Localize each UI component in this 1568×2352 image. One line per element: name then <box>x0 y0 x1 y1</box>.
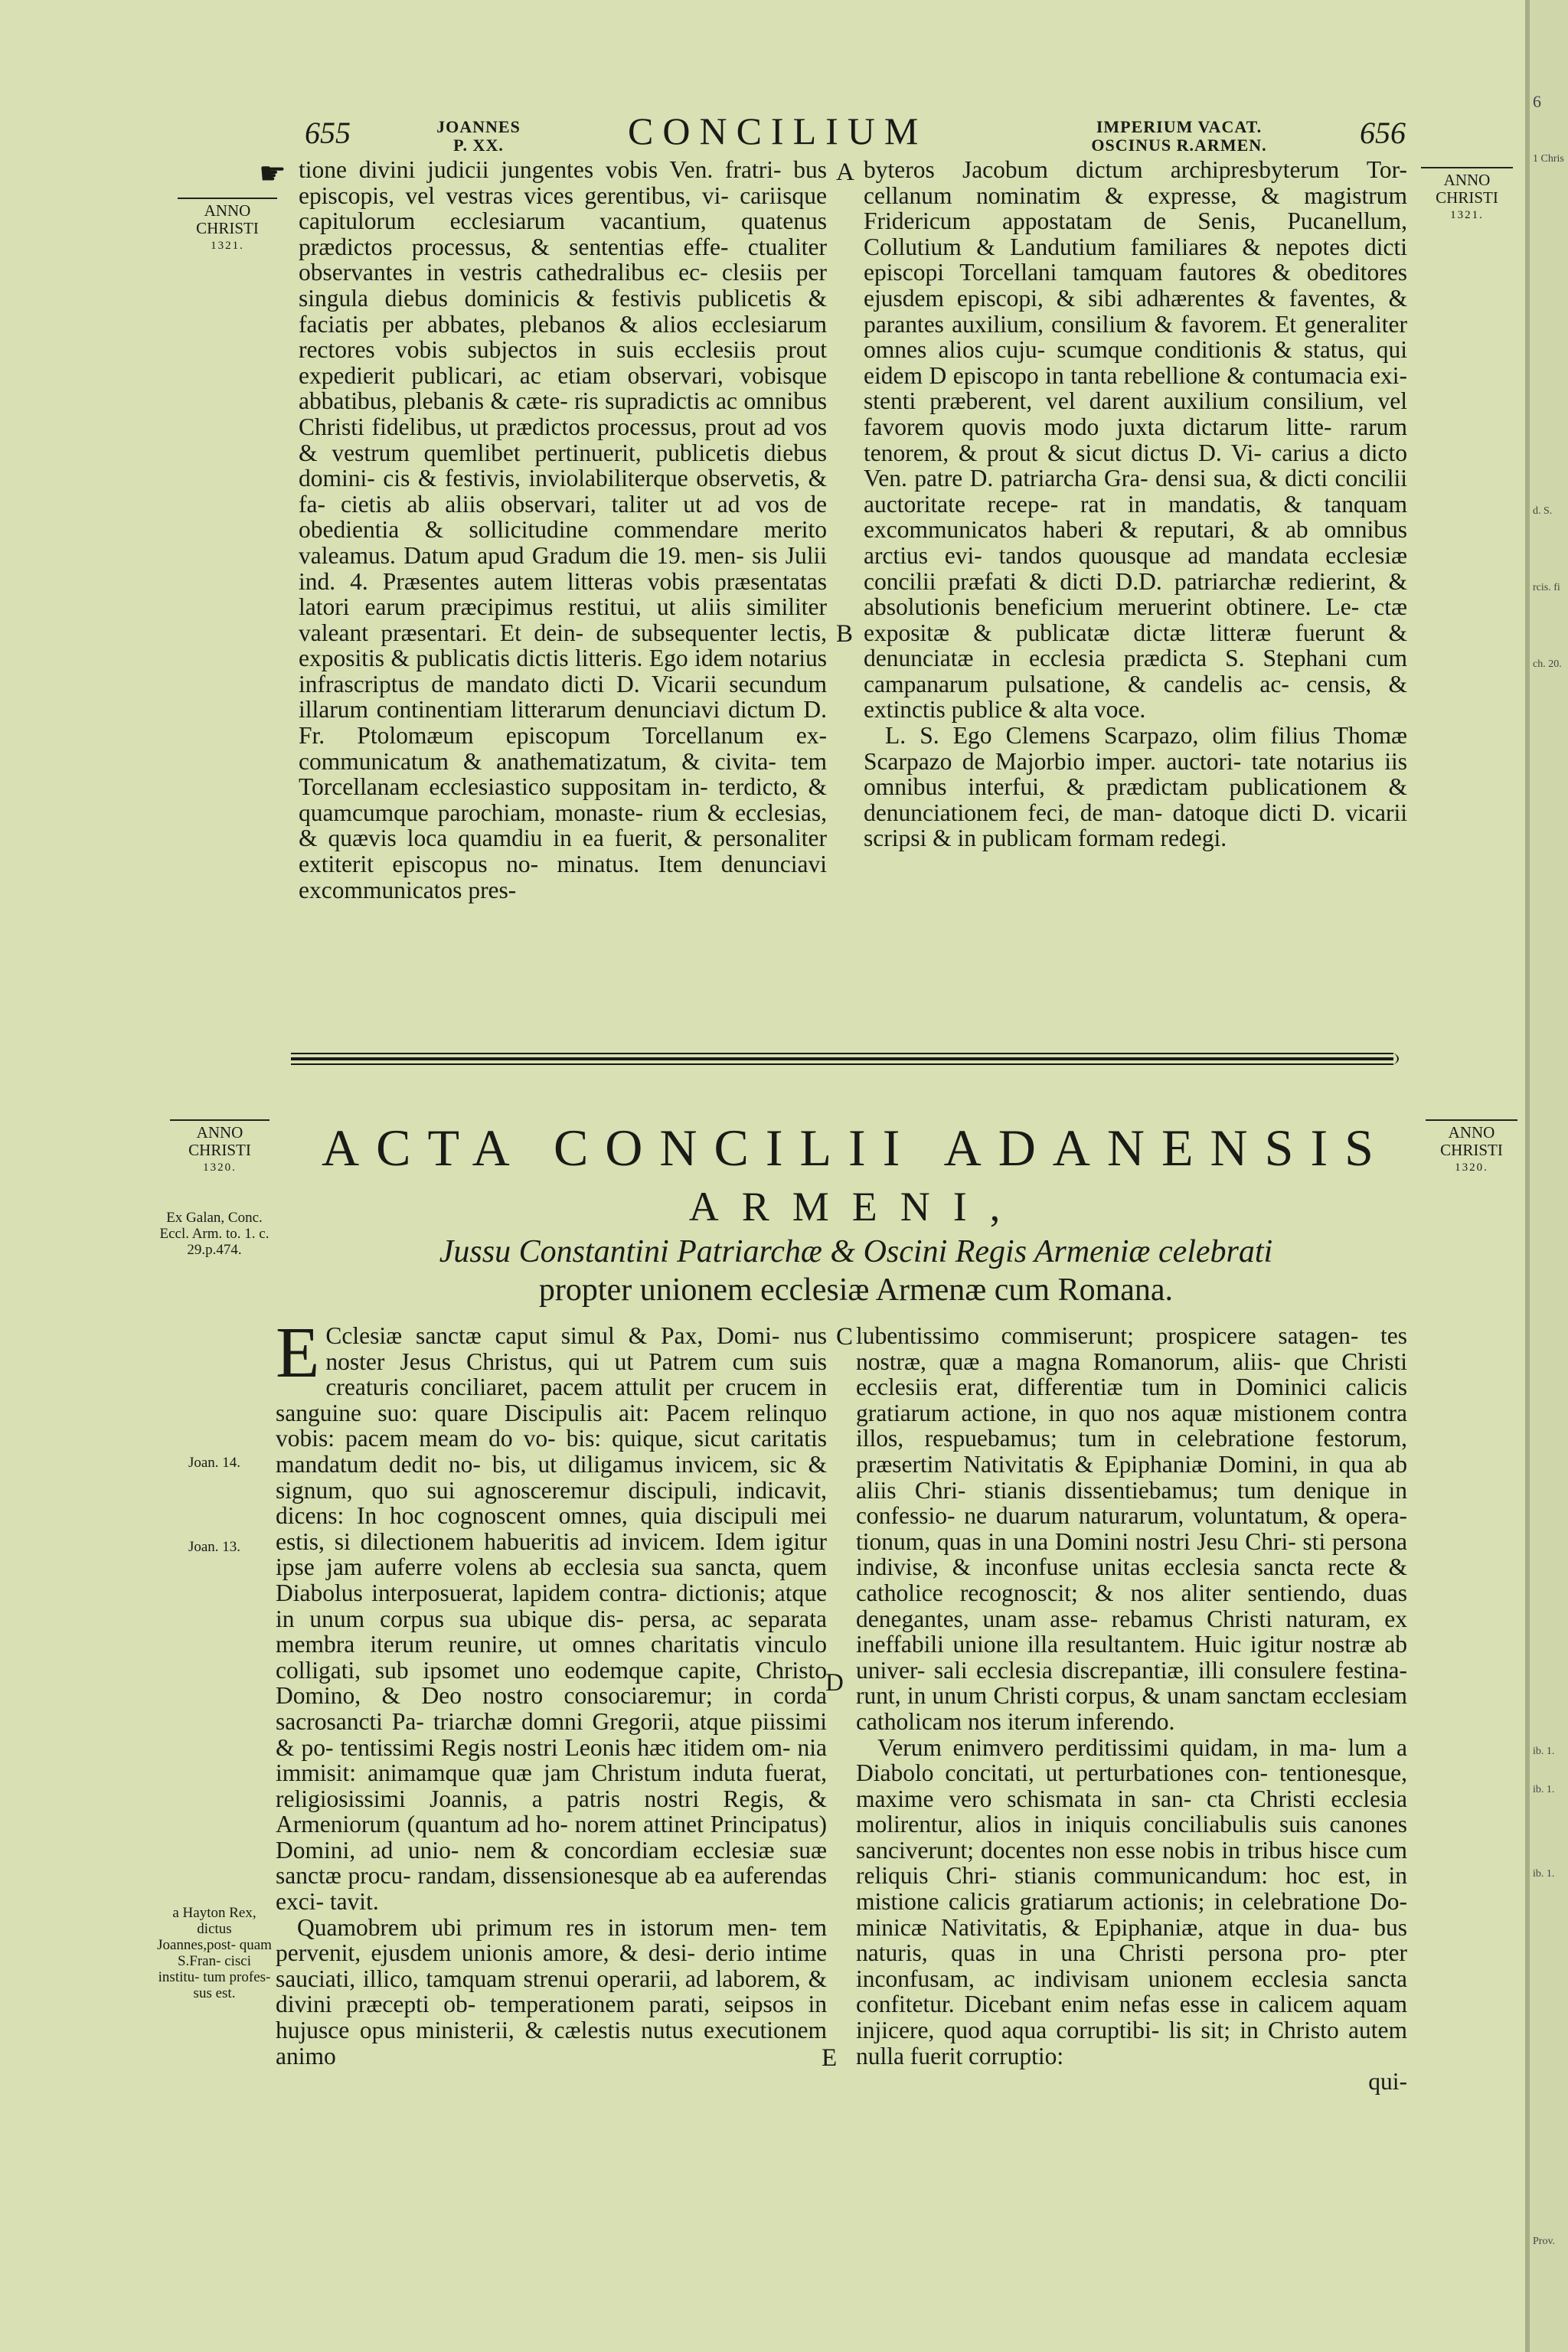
acta-desc-line1: Jussu Constantini Patriarchæ & Oscini Regis Armeniæ celebrati <box>439 1234 1273 1269</box>
section-marker-d: D <box>825 1669 844 1697</box>
acta-description <box>297 1233 1415 1309</box>
text-column-top-left <box>299 157 827 903</box>
fragment: Prov. <box>1533 2236 1556 2247</box>
anno-rule <box>1426 1119 1517 1121</box>
anno-christi-right-top <box>1421 167 1513 224</box>
anno-rule <box>170 1119 270 1121</box>
anno-rule <box>1421 167 1513 168</box>
author-title: P. XX. <box>453 136 504 155</box>
ornamental-divider <box>291 1051 1409 1067</box>
paragraph-text: Cclesiæ sanctæ caput simul & Pax, Domi- nus noster Jesus Christus, qui ut Patrem cum suis creaturis conciliaret, pacem attulit per crucem in sanguine suo: quare Discipulis ait: Pacem relinquo vobis: pacem meam do vo- bis: quique, sicut caritatis mandatum dedit no- bis, ut diligamus invicem, sic & signum, quo sui agnosceremur discipuli, indicavit, dicens: In hoc cognoscent omnes, quia discipuli mei estis, si dilectionem habueritis ad invicem. Idem igitur ipse jam auferre volens ab ecclesia sua sancta, quem Diabolus interposuerat, lapidem contra- dictionis; atque in unum corpus sua ubique dis- persa, ac separata membra iterum reunire, ut omnes charitatis vinculo colligati, sub ipsomet uno eodemque capite, Christo Domino, & Deo nostro consociaremur; in corda sacrosancti Pa- triarchæ domni Gregorii, atque piissimi & po- tentissimi Regis nostri Leonis hæc itidem om- nia immisit: animamque quæ jam Christum induta fuerat, religiosissimi Joannis, a patris nostri Regis, & Armeniorum (quantum ad ho- norem attinet Principatus) Domini, ad unio- nem & concordiam ecclesiæ suæ sanctæ procu- randam, dissensionesque ab ea auferendas exci- tavit. <box>276 1322 827 1916</box>
anno-year: 1321. <box>211 240 244 252</box>
section-marker-b: B <box>836 620 854 648</box>
margin-note-joan13: Joan. 13. <box>188 1539 241 1555</box>
paragraph: lubentissimo commiserunt; prospicere satagen- tes nostræ, quæ a magna Romanorum, aliis- que Christi ecclesiis erat, differentiæ tum in Dominici calicis gratiarum actione, in quo nos aquæ mistionem contra illos, respuebamus; tum in celebratione festorum, præsertim Nativitatis & Epiphaniæ Domini, in qua ab aliis Chri- stianis dissentiebamus; tum denique in confessio- ne duarum naturarum, voluntatum, & opera- tionum, quas in una Domini nostri Jesu Chri- sti persona indivise, & inconfuse unitas ecclesia sancta recte & catholice recognoscit; & nos aliter sentiendo, duas denegantes, unam asse- rebamus Christi naturam, ex ineffabili unione illa resultantem. Huic igitur nostræ ab univer- sali ecclesia discrepantiæ, illi consulere festina- runt, in unum Christi corpus, & unam sanctam ecclesiam catholicam nos iterum inferendo. <box>856 1322 1407 1735</box>
anno-christi-left-bottom <box>170 1119 270 1177</box>
paragraph-opening <box>276 1313 827 1916</box>
paragraph: tione divini judicii jungentes vobis Ven. fratri- bus episcopis, vel vestras vices gerentibus, vi- cariisque capitulorum ecclesiarum vacantium, quatenus prædictos processus, & sententias effe- ctualiter observantes in vestris cathedralibus ec- clesiis per singula diebus dominicis & festivis publicetis & faciatis per abbates, plebanos & alios ecclesiarum rectores vobis subjectos in suis ecclesiis prout expedierit publicari, ac etiam observari, vobisque abbatibus, plebanis & cæte- ris supradictis ac omnibus Christi fidelibus, ut prædictos processus, prout ad vos & vestrum quemlibet pertinuerit, publicetis diebus domini- cis & festivis, inviolabiliterque observetis, & fa- cietis ab aliis observari, taliter ut ad vos de obedientia & sollicitudine commendare merito valeamus. Datum apud Gradum die 19. men- sis Julii ind. 4. Præsentes autem litteras vobis præsentatas latori earum præcipimus restitui, ut aliis similiter valeant præsentari. Et dein- de subsequenter lectis, expositis & publicatis dictis litteris. Ego idem notarius infrascriptus de mandato dicti D. Vicarii secundum illarum continentiam litterarum denunciavi dictum D. Fr. Ptolomæum episcopum Torcellanum ex- communicatum & anathematizatum, & civita- tem Torcellanam ecclesiastico suppositam in- terdicto, & quamcumque parochiam, monaste- rium & ecclesias, & quævis loca quamdiu in ea fuerit, & personaliter extiterit episcopus no- minatus. Item denunciavi excommunicatos pres- <box>299 156 827 903</box>
fragment: 6 <box>1533 92 1541 111</box>
section-marker-c: C <box>836 1323 854 1351</box>
margin-note-joan14: Joan. 14. <box>188 1455 241 1471</box>
section-marker-a: A <box>836 158 854 186</box>
margin-note-source: Ex Galan, Conc. Eccl. Arm. to. 1. c. 29.p.474. <box>159 1210 270 1258</box>
page-gutter-shadow <box>1525 0 1530 2352</box>
anno-rule <box>178 198 277 199</box>
running-head-title: CONCILIUM <box>628 109 928 152</box>
text-column-bottom-right <box>856 1323 1407 2095</box>
text-column-top-right <box>864 157 1407 851</box>
anno-year: 1320. <box>1455 1161 1488 1174</box>
drop-cap: E <box>276 1313 320 1393</box>
paragraph: byteros Jacobum dictum archipresbyterum Tor- cellanum nominatim & expresse, & magistrum Fridericum appostatam de Senis, Pucanellum, Collutium & Landutium familiares & nepotes dicti episcopi Torcellani tamquam fautores & obeditores ejusdem episcopi, & sibi adhærentes & faventes, & parantes auxilium, consilium & favorem. Et generaliter omnes alios cuju- scumque conditionis & status, qui eidem D episcopo in tanta rebellione & contumacia exi- stenti præberent, vel darent auxilium consilium, vel favorem quovis modo juxta dictarum litte- rarum tenorem, & prout & sicut dictus D. Vi- carius a dicto Ven. patre D. patriarcha Gra- densi sua, & dicti concilii auctoritate recepe- rat in mandatis, & tanquam excommunicatos haberi & reputari, & ab omnibus arctius evi- tandos quousque ad mandata ecclesiæ concilii præfati & dicti D.D. patriarchæ redierint, & absolutionis beneficium meruerint obtinere. Le- ctæ expositæ & publicatæ dictæ litteræ fuerunt & denunciatæ in ecclesia prædicta S. Stephani cum campanarum pulsatione, & candelis ac- censis, & extinctis publice & alta voce. <box>864 156 1407 724</box>
paragraph: Quamobrem ubi primum res in istorum men- tem pervenit, ejusdem unionis amore, & desi- derio intime sauciati, illico, tamquam strenui operarii, ad laborem, & divini præcepti ob- temperationem parati, seipsos in hujusce opus ministerii, & cælestis nutus executionem animo <box>276 1913 827 2069</box>
fragment: d. S. <box>1533 505 1553 517</box>
page-number-left: 655 <box>305 116 351 150</box>
christi-label: CHRISTI <box>1440 1141 1503 1159</box>
anno-label: ANNO <box>204 201 251 220</box>
running-head-imperium <box>1064 118 1294 155</box>
anno-christi-left-top <box>178 198 277 255</box>
imperium-line1: IMPERIUM VACAT. <box>1096 117 1263 136</box>
author-name: JOANNES <box>436 117 521 136</box>
adjacent-page-edge <box>1525 0 1568 2352</box>
acta-subtitle: ARMENI, <box>688 1184 1024 1230</box>
acta-desc-line2: propter unionem ecclesiæ Armenæ cum Romana. <box>538 1272 1174 1308</box>
acta-title: ACTA CONCILII ADANENSIS <box>322 1119 1390 1177</box>
pointing-hand-icon: ☛ <box>259 156 286 191</box>
imperium-line2: OSCINUS R.ARMEN. <box>1091 136 1267 155</box>
paragraph: Verum enimvero perditissimi quidam, in ma- lum a Diabolo concitati, ut perturbationes con- tentionesque, maxime vero schismata in san- cta Christi ecclesia molirentur, alios in iniquis conciliabulis suis canones sanciverunt; docentes non esse nobis in tribus hisce cum reliquis Chri- stianis communicandum: hoc est, in mistione calicis gratiarum actionis; in celebratione Do- minicæ Nativitatis, & Epiphaniæ, atque in dua- bus naturis, quas in una Christi persona pro- pter inconfusam, ac indivisam unionem ecclesia sancta confitetur. Dicebant enim nefas esse in calicem aquam injicere, quod aqua corruptibi- lis sit; in Christo autem nulla fuerit corruptio: <box>856 1733 1407 2069</box>
christi-label: CHRISTI <box>196 219 259 237</box>
fragment: ib. 1. <box>1533 1746 1555 1757</box>
catchword: qui- <box>1368 2068 1407 2096</box>
fragment: ib. 1. <box>1533 1868 1555 1880</box>
fragment: ib. 1. <box>1533 1784 1555 1795</box>
anno-year: 1320. <box>203 1161 237 1174</box>
paragraph-notary: L. S. Ego Clemens Scarpazo, olim filius Thomæ Scarpazo de Majorbio imper. auctori- tate notarius iis omnibus interfui, & prædictam publicationem & denunciationem feci, de man- datoque dicti D. vicarii scripsi & in publicam formam redegi. <box>864 722 1407 852</box>
fragment: ch. 20. <box>1533 658 1562 670</box>
anno-label: ANNO <box>196 1123 243 1142</box>
margin-note-hayton: a Hayton Rex, dictus Joannes,post- quam S.Fran- cisci institu- tum profes- sus est. <box>157 1905 272 2001</box>
section-marker-e: E <box>822 2044 838 2072</box>
christi-label: CHRISTI <box>1436 188 1498 207</box>
christi-label: CHRISTI <box>188 1141 251 1159</box>
running-head-author <box>425 118 532 155</box>
fragment: rcis. fi <box>1533 582 1560 593</box>
text-column-bottom-left <box>276 1313 827 2069</box>
fragment: 1 Chris <box>1533 153 1564 165</box>
anno-year: 1321. <box>1450 209 1484 221</box>
page-number-right: 656 <box>1360 116 1406 150</box>
anno-label: ANNO <box>1448 1123 1495 1142</box>
anno-label: ANNO <box>1443 171 1491 189</box>
anno-christi-right-bottom <box>1426 1119 1517 1177</box>
